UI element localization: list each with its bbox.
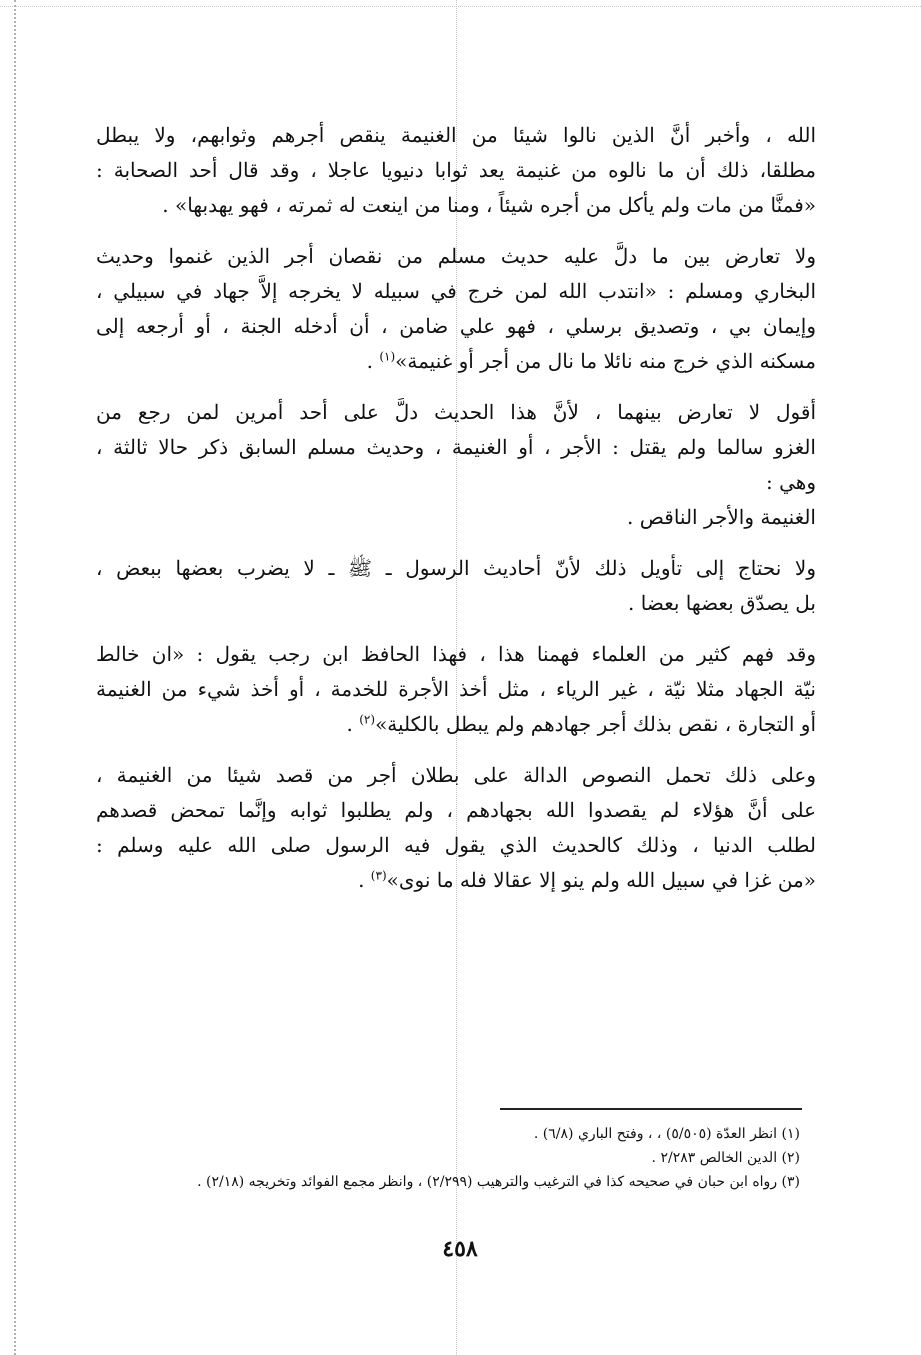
sentence-end: . (346, 712, 360, 736)
page-edge-left (14, 0, 16, 1355)
main-text (96, 118, 816, 914)
text-line-content: أو التجارة ، نقص بذلك أجر جهادهم ولم يبطل بالكلية» (375, 712, 816, 736)
text-line: الله ، وأخبر أنَّ الذين نالوا شيئا من الغنيمة ينقص أجرهم وثوابهم، ولا يبطل (96, 123, 816, 147)
footnote-2: (٢) الدين الخالص ٢/٢٨٣ . (651, 1150, 800, 1166)
paragraph-6 (96, 758, 816, 898)
page-edge-top (0, 6, 921, 7)
text-line: نيّة الجهاد مثلا نيّة ، غير الرياء ، مثل أخذ الأجرة للخدمة ، أو أخذ شيء من الغنيمة (96, 677, 816, 701)
footnote-ref-1: (١) (379, 349, 396, 364)
text-line: ولا تعارض بين ما دلَّ عليه حديث مسلم من نقصان أجر الذين غنموا وحديث (96, 244, 816, 268)
text-line: الغنيمة والأجر الناقص . (627, 505, 816, 529)
footnote-ref-3: (٣) (370, 868, 387, 883)
text-line-content: مسكنه الذي خرج منه نائلا ما نال من أجر أو غنيمة» (395, 349, 816, 373)
paragraph-1 (96, 118, 816, 223)
paragraph-5 (96, 637, 816, 742)
text-line: وهي : (766, 470, 816, 494)
text-line-content: «من غزا في سبيل الله ولم ينو إلا عقالا فله ما نوى» (386, 868, 816, 892)
text-line: البخاري ومسلم : «انتدب الله لمن خرج في سبيله لا يخرجه إلاَّ جهاد في سبيلي ، (96, 279, 816, 303)
text-line (96, 863, 816, 898)
text-line: وقد فهم كثير من العلماء فهمنا هذا ، فهذا الحافظ ابن رجب يقول : «ان خالط (96, 642, 816, 666)
text-line: الغزو سالما ولم يقتل : الأجر ، أو الغنيمة ، وحديث مسلم السابق ذكر حالا ثالثة ، (96, 435, 816, 459)
paragraph-3 (96, 395, 816, 535)
footnotes (110, 1122, 800, 1194)
text-line: ولا نحتاج إلى تأويل ذلك لأنّ أحاديث الرسول ـ ﷺ ـ لا يضرب بعضها ببعض ، (96, 556, 816, 580)
footnote-3: (٣) رواه ابن حبان في صحيحه كذا في الترغيب والترهيب (٢/٢٩٩) ، وانظر مجمع الفوائد وتخريجه (٢/١٨) . (197, 1174, 800, 1190)
text-line (96, 707, 816, 742)
text-line (96, 344, 816, 379)
footnote-divider (500, 1108, 802, 1110)
paragraph-2 (96, 239, 816, 379)
page-number: ٤٥٨ (442, 1236, 478, 1262)
text-line: على أنَّ هؤلاء لم يقصدوا الله بجهادهم ، ولم يطلبوا ثوابه وإنَّما تمحض قصدهم (96, 798, 816, 822)
text-line: «فمنَّا من مات ولم يأكل من أجره شيئاً ، ومنا من اينعت له ثمرته ، فهو يهدبها» . (162, 193, 816, 217)
footnote-1: (١) انظر العدّة (٥/٥٠٥) ، ، وفتح الباري (٦/٨) . (533, 1126, 800, 1142)
sentence-end: . (366, 349, 380, 373)
paragraph-4 (96, 551, 816, 621)
text-line: لطلب الدنيا ، وذلك كالحديث الذي يقول فيه الرسول صلى الله عليه وسلم : (96, 833, 816, 857)
text-line: وإيمان بي ، وتصديق برسلي ، فهو علي ضامن ، أن أدخله الجنة ، أو أرجعه إلى (96, 314, 816, 338)
footnote-ref-2: (٢) (359, 712, 376, 727)
text-line: مطلقا، ذلك أن ما نالوه من غنيمة يعد ثوابا دنيويا عاجلا ، وقد قال أحد الصحابة : (96, 158, 816, 182)
text-line: بل يصدّق بعضها بعضا . (628, 591, 816, 615)
text-line: أقول لا تعارض بينهما ، لأنَّ هذا الحديث دلَّ على أحد أمرين لمن رجع من (96, 400, 816, 424)
sentence-end: . (358, 868, 371, 892)
text-line: وعلى ذلك تحمل النصوص الدالة على بطلان أجر من قصد شيئا من الغنيمة ، (96, 763, 816, 787)
